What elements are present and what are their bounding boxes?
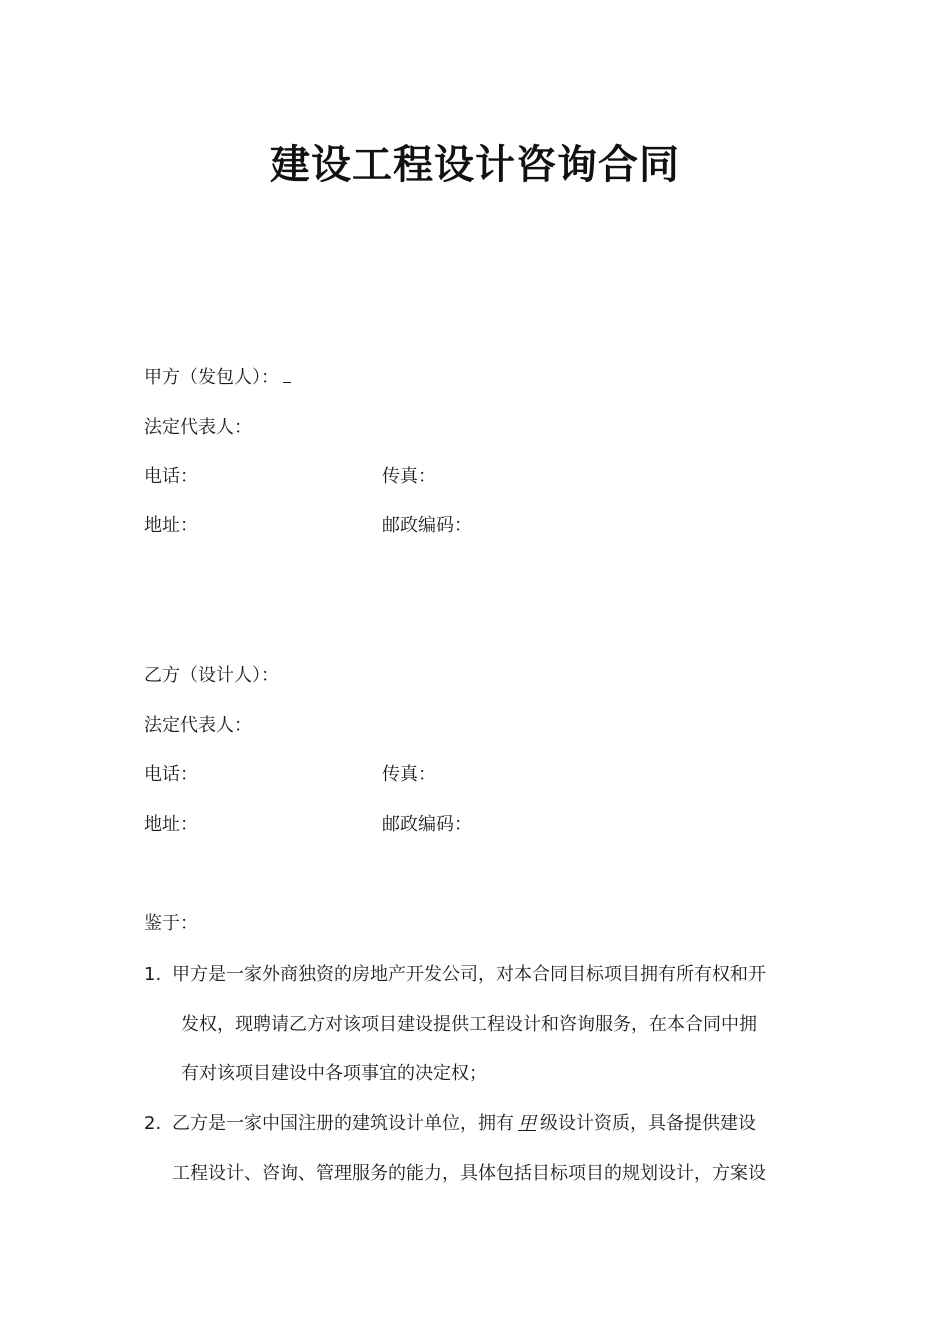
item-2-line-1-post: 级设计资质，具备提供建设 — [540, 1113, 756, 1134]
party-a-heading-label: 甲方（发包人）： — [144, 367, 279, 388]
party-a-heading — [144, 366, 291, 390]
party-a-blank — [283, 368, 291, 383]
party-a-address: 地址： — [144, 515, 198, 536]
party-b-legal-rep: 法定代表人： — [144, 715, 252, 736]
party-b-phone: 电话： — [144, 764, 198, 785]
item-2-line-1-pre: 乙方是一家中国注册的建筑设计单位，拥有 — [172, 1113, 514, 1134]
item-1-line-2: 发权，现聘请乙方对该项目建设提供工程设计和咨询服务，在本合同中拥 — [181, 1014, 757, 1035]
item-1-line-3: 有对该项目建设中各项事宜的决定权； — [181, 1063, 487, 1084]
item-2-number: 2. — [144, 1113, 162, 1134]
party-b-fax: 传真： — [382, 764, 436, 785]
document-title: 建设工程设计咨询合同 — [270, 142, 680, 188]
party-a-phone: 电话： — [144, 466, 198, 487]
party-b-address: 地址： — [144, 814, 198, 835]
party-b-postcode: 邮政编码： — [382, 814, 472, 835]
qualification-grade: 甲 — [518, 1113, 536, 1134]
item-1-number: 1. — [144, 964, 162, 985]
party-a-postcode: 邮政编码： — [382, 515, 472, 536]
whereas-heading: 鉴于： — [144, 913, 198, 934]
item-2-line-2: 工程设计、咨询、管理服务的能力，具体包括目标项目的规划设计，方案设 — [172, 1163, 766, 1184]
item-1-line-1: 甲方是一家外商独资的房地产开发公司，对本合同目标项目拥有所有权和开 — [172, 964, 766, 985]
party-a-fax: 传真： — [382, 466, 436, 487]
item-2-line-1 — [172, 1112, 756, 1136]
party-a-legal-rep: 法定代表人： — [144, 417, 252, 438]
party-b-heading: 乙方（设计人）： — [144, 665, 279, 686]
